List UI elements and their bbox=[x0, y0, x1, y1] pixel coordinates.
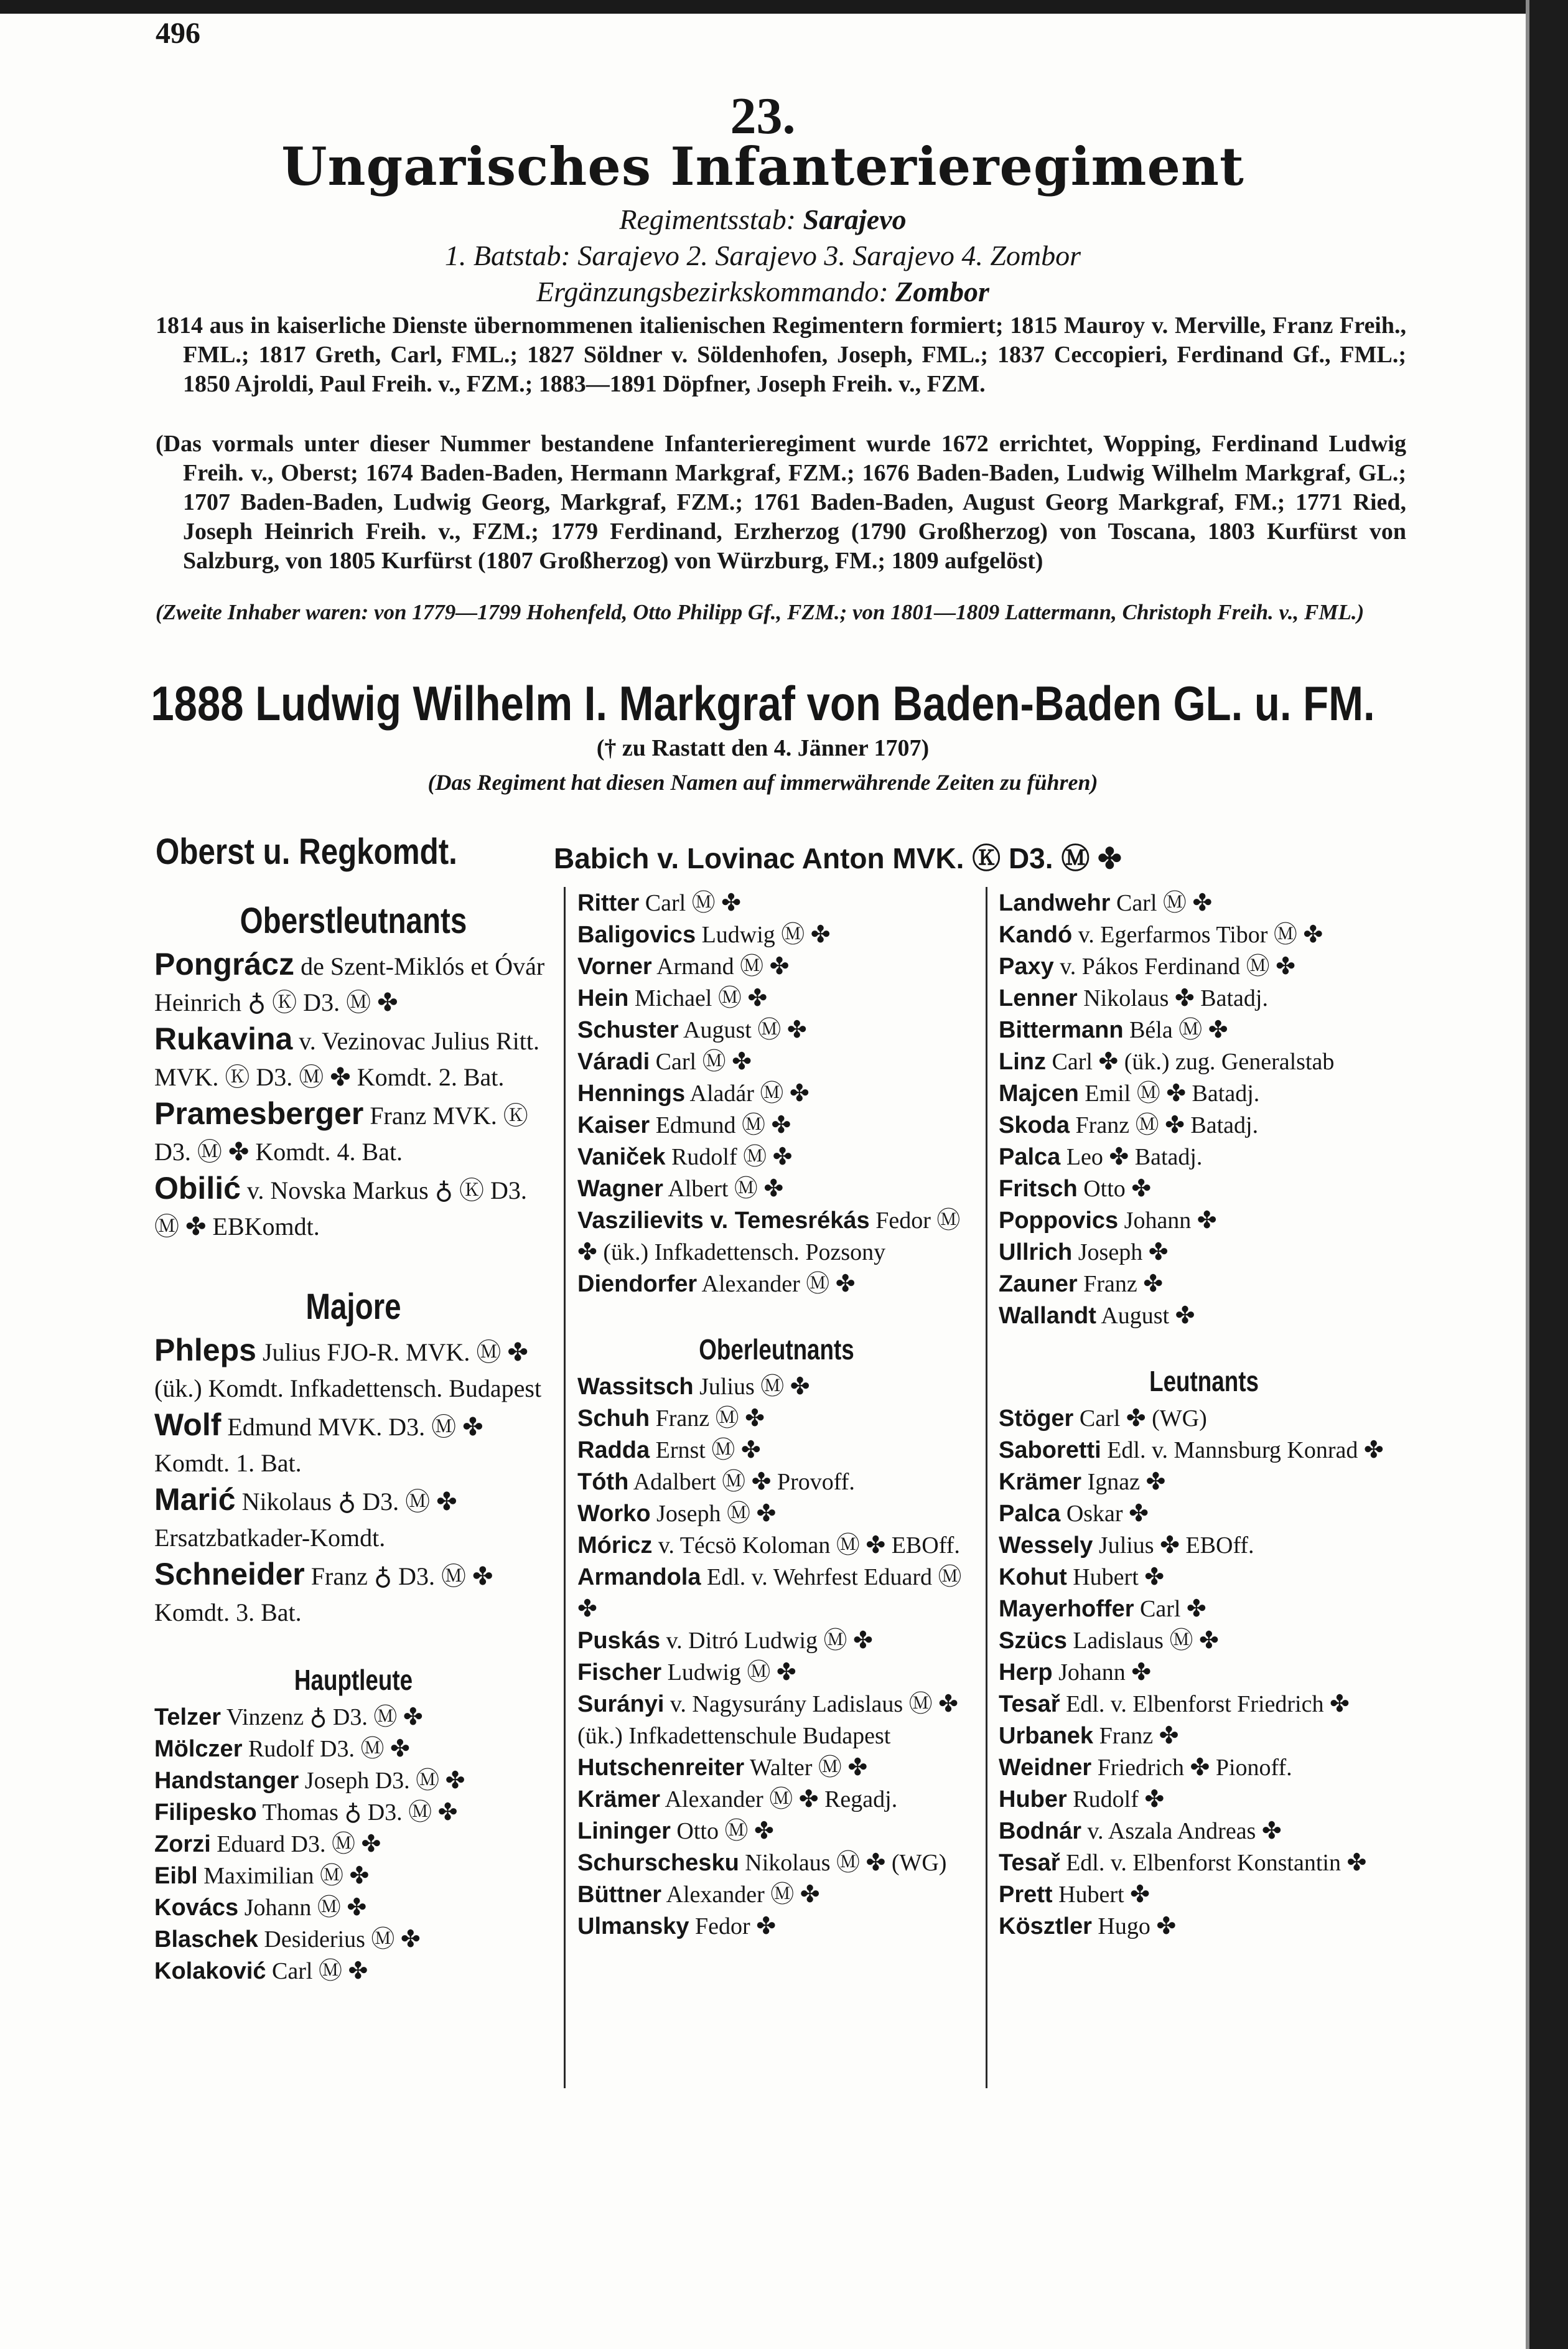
officer-details: v. Vezinovac Julius Ritt. MVK. Ⓚ D3. Ⓜ ✤ Komdt. 2. Bat. bbox=[154, 1027, 539, 1091]
officer-name: Telzer bbox=[154, 1704, 222, 1730]
officer-name: Bittermann bbox=[999, 1017, 1124, 1043]
officer-name: Mölczer bbox=[154, 1736, 243, 1762]
officer-entry bbox=[577, 1689, 976, 1752]
officer-name: Handstanger bbox=[154, 1768, 299, 1794]
officer-name: Zorzi bbox=[154, 1831, 211, 1857]
officer-name: Hutschenreiter bbox=[577, 1755, 745, 1781]
officer-name: Wolf bbox=[154, 1407, 222, 1442]
officer-details: Michael Ⓜ ✤ bbox=[628, 985, 768, 1011]
officer-details: Maximilian Ⓜ ✤ bbox=[197, 1863, 370, 1889]
officer-details: Edmund MVK. D3. Ⓜ ✤ Komdt. 1. Bat. bbox=[154, 1413, 483, 1477]
officer-name: Skoda bbox=[999, 1112, 1070, 1138]
officer-details: Otto ✤ bbox=[1077, 1176, 1152, 1202]
officer-entry bbox=[577, 1371, 976, 1403]
scan-border-right bbox=[1529, 0, 1568, 2349]
officer-name: Kaiser bbox=[577, 1112, 650, 1138]
officer-name: Puskás bbox=[577, 1628, 661, 1654]
officer-entry bbox=[999, 951, 1409, 983]
officer-name: Eibl bbox=[154, 1863, 198, 1889]
officer-name: Urbanek bbox=[999, 1723, 1094, 1749]
officer-entry bbox=[577, 1466, 976, 1498]
regimentsstab-line bbox=[0, 203, 1526, 236]
inhaber-heading: 1888 Ludwig Wilhelm I. Markgraf von Baden-Baden GL. u. FM. bbox=[151, 676, 1375, 731]
officer-name: Diendorfer bbox=[577, 1271, 698, 1297]
officer-entry bbox=[154, 1733, 553, 1765]
officer-details: Carl Ⓜ ✤ bbox=[650, 1049, 752, 1075]
inhaber-name-note: (Das Regiment hat diesen Namen auf immerwährende Zeiten zu führen) bbox=[427, 770, 1098, 795]
officer-entry bbox=[999, 1205, 1409, 1237]
officer-entry bbox=[577, 888, 976, 919]
officer-details: Vinzenz ♁ D3. Ⓜ ✤ bbox=[221, 1704, 423, 1730]
officer-details: Desiderius Ⓜ ✤ bbox=[258, 1926, 421, 1953]
stab-label: Regimentsstab: bbox=[619, 204, 796, 235]
officer-entry bbox=[577, 1435, 976, 1466]
column-rule-2 bbox=[986, 887, 987, 2088]
officer-name: Stöger bbox=[999, 1405, 1074, 1432]
officer-entry bbox=[999, 1657, 1409, 1689]
officer-entry bbox=[154, 1829, 553, 1860]
officer-name: Huber bbox=[999, 1786, 1067, 1812]
officer-name: Fischer bbox=[577, 1659, 662, 1686]
officer-details: v. Ditró Ludwig Ⓜ ✤ bbox=[660, 1628, 873, 1654]
officer-name: Lenner bbox=[999, 985, 1078, 1011]
officer-details: Franz Ⓜ ✤ Batadj. bbox=[1070, 1112, 1259, 1138]
officer-details: Ludwig Ⓜ ✤ bbox=[661, 1659, 796, 1686]
officer-details: Franz ♁ D3. Ⓜ ✤ Komdt. 3. Bat. bbox=[154, 1562, 493, 1626]
officer-details: Adalbert Ⓜ ✤ Provoff. bbox=[628, 1469, 855, 1495]
officer-details: v. Técsö Koloman Ⓜ ✤ EBOff. bbox=[652, 1532, 960, 1559]
officer-details: Nikolaus ✤ Batadj. bbox=[1077, 985, 1268, 1011]
officer-details: Friedrich ✤ Pionoff. bbox=[1091, 1755, 1292, 1781]
column-3 bbox=[999, 888, 1409, 1943]
officer-name: Bodnár bbox=[999, 1818, 1081, 1844]
officer-details: Edl. v. Wehrfest Eduard Ⓜ ✤ bbox=[577, 1564, 962, 1622]
officer-name: Linz bbox=[999, 1049, 1046, 1075]
oberst-entry bbox=[554, 836, 1122, 877]
history-paragraph-1: 1814 aus in kaiserliche Dienste übernommenen italienischen Regimentern formiert; 1815 Mauroy v. Merville, Franz Freih., FML.; 1817 Greth, Carl, FML.; 1827 Söldner v. Söldenhofen, Joseph, FML.; 1837 Ceccopieri, Ferdinand Gf., FML.; 1850 Ajroldi, Paul Freih. v., FZM.; 1883—1891 Döpfner, Joseph Freih. v., FZM. bbox=[156, 312, 1406, 397]
officer-entry bbox=[577, 983, 976, 1015]
officer-entry bbox=[154, 1407, 553, 1481]
officer-entry bbox=[999, 1078, 1409, 1110]
officer-entry bbox=[154, 1797, 553, 1829]
officer-entry bbox=[999, 1300, 1409, 1332]
officer-entry bbox=[577, 1911, 976, 1943]
officer-name: Schurschesku bbox=[577, 1850, 739, 1876]
officer-name: Pramesberger bbox=[154, 1096, 364, 1131]
officer-details: Rudolf D3. Ⓜ ✤ bbox=[242, 1736, 410, 1762]
officer-entry bbox=[154, 1765, 553, 1797]
officer-details: Carl ✤ (WG) bbox=[1073, 1405, 1207, 1432]
officer-name: Blaschek bbox=[154, 1926, 258, 1953]
officer-entry bbox=[999, 1237, 1409, 1268]
hauptleute-list-2 bbox=[577, 888, 976, 1300]
officer-entry bbox=[154, 1860, 553, 1892]
officer-name: Krämer bbox=[999, 1469, 1082, 1495]
officer-name: Wallandt bbox=[999, 1303, 1096, 1329]
officer-entry bbox=[154, 1332, 553, 1407]
officer-name: Ullrich bbox=[999, 1239, 1073, 1265]
history-paragraph-2: (Das vormals unter dieser Nummer bestandene Infanterieregiment wurde 1672 errichtet, Wopping, Ferdinand Ludwig Freih. v., Oberst; 1674 Baden-Baden, Hermann Markgraf, FZM.; 1676 Baden-Baden, Ludwig Wilhelm Markgraf, GL.; 1707 Baden-Baden, Ludwig Georg, Markgraf, FZM.; 1761 Baden-Baden, August Georg Markgraf, FM.; 1771 Ried, Joseph Heinrich Freih. v., FZM.; 1779 Ferdinand, Erzherzog (1790 Großherzog) von Toscana, 1803 Kurfürst von Salzburg, von 1805 Kurfürst (1807 Großherzog) von Würzburg, FM.; 1809 aufgelöst) bbox=[156, 431, 1406, 574]
officer-name: Hennings bbox=[577, 1081, 686, 1107]
officer-entry bbox=[999, 1689, 1409, 1720]
officer-details: Otto Ⓜ ✤ bbox=[670, 1818, 774, 1844]
officer-name: Herp bbox=[999, 1659, 1053, 1686]
officer-details: Carl Ⓜ ✤ bbox=[1110, 890, 1213, 916]
officer-details: Carl Ⓜ ✤ bbox=[266, 1958, 368, 1984]
officer-details: Joseph ✤ bbox=[1072, 1239, 1169, 1265]
officer-entry bbox=[999, 1403, 1409, 1435]
officer-details: Hugo ✤ bbox=[1091, 1913, 1177, 1939]
officer-name: Marić bbox=[154, 1482, 236, 1517]
officer-details: Fedor Ⓜ ✤ (ük.) Infkadettensch. Pozsony bbox=[577, 1207, 961, 1265]
officer-name: Kandó bbox=[999, 922, 1073, 948]
oberst-name: Babich bbox=[554, 842, 650, 874]
officer-name: Büttner bbox=[577, 1882, 662, 1908]
officer-details: Walter Ⓜ ✤ bbox=[744, 1755, 868, 1781]
hauptleute-list-1 bbox=[154, 1702, 553, 1987]
officer-name: Kohut bbox=[999, 1564, 1067, 1590]
officer-entry bbox=[999, 1110, 1409, 1142]
officer-entry bbox=[154, 1924, 553, 1956]
officer-name: Obilić bbox=[154, 1171, 241, 1206]
officer-name: Palca bbox=[999, 1501, 1061, 1527]
scan-border-top bbox=[0, 0, 1568, 14]
officer-entry bbox=[577, 1046, 976, 1078]
oberleutnants-list-2 bbox=[999, 888, 1409, 1332]
inhaber-death: († zu Rastatt den 4. Jänner 1707) bbox=[596, 735, 930, 761]
officer-details: August ✤ bbox=[1096, 1303, 1195, 1329]
officer-name: Váradi bbox=[577, 1049, 650, 1075]
officer-details: Emil Ⓜ ✤ Batadj. bbox=[1078, 1081, 1260, 1107]
officer-details: August Ⓜ ✤ bbox=[678, 1017, 807, 1043]
officer-entry bbox=[154, 1892, 553, 1924]
section-majore: Majore bbox=[306, 1287, 401, 1327]
officer-details: Alexander Ⓜ ✤ bbox=[661, 1882, 820, 1908]
officer-name: Pongrácz bbox=[154, 947, 295, 982]
officer-name: Móricz bbox=[577, 1532, 653, 1559]
column-rule-1 bbox=[564, 887, 566, 2088]
officer-entry bbox=[999, 919, 1409, 951]
officer-entry bbox=[577, 1625, 976, 1657]
section-oberstleutnants: Oberstleutnants bbox=[240, 901, 467, 941]
section-hauptleute: Hauptleute bbox=[294, 1664, 413, 1696]
officer-details: Aladár Ⓜ ✤ bbox=[685, 1081, 810, 1107]
officer-details: Joseph D3. Ⓜ ✤ bbox=[299, 1768, 465, 1794]
officer-details: Johann ✤ bbox=[1118, 1207, 1217, 1234]
officer-entry bbox=[577, 919, 976, 951]
batstab-line: 1. Batstab: Sarajevo 2. Sarajevo 3. Sarajevo 4. Zombor bbox=[444, 240, 1081, 271]
officer-name: Prett bbox=[999, 1882, 1053, 1908]
officer-entry bbox=[577, 1498, 976, 1530]
officer-name: Hein bbox=[577, 985, 629, 1011]
officer-details: Ignaz ✤ bbox=[1081, 1469, 1166, 1495]
officer-details: v. Nagysurány Ladislaus Ⓜ ✤ (ük.) Infkadettenschule Budapest bbox=[577, 1691, 959, 1749]
officer-details: Franz ✤ bbox=[1077, 1271, 1164, 1297]
officer-details: Edl. v. Elbenforst Friedrich ✤ bbox=[1060, 1691, 1350, 1717]
officer-details: Fedor ✤ bbox=[689, 1913, 777, 1939]
page-number: 496 bbox=[156, 17, 200, 50]
officer-name: Weidner bbox=[999, 1755, 1092, 1781]
officer-entry bbox=[999, 1593, 1409, 1625]
officer-entry bbox=[577, 1657, 976, 1689]
officer-name: Vorner bbox=[577, 954, 652, 980]
officer-name: Radda bbox=[577, 1437, 650, 1463]
officer-details: Franz ✤ bbox=[1093, 1723, 1179, 1749]
officer-entry bbox=[999, 1015, 1409, 1046]
majore-list bbox=[154, 1332, 553, 1631]
officer-details: Nikolaus Ⓜ ✤ (WG) bbox=[739, 1850, 947, 1876]
officer-entry bbox=[577, 1816, 976, 1847]
officer-entry bbox=[999, 1625, 1409, 1657]
officer-details: Oskar ✤ bbox=[1060, 1501, 1149, 1527]
officer-details: Nikolaus ♁ D3. Ⓜ ✤ Ersatzbatkader-Komdt. bbox=[154, 1488, 457, 1552]
officer-name: Surányi bbox=[577, 1691, 665, 1717]
officer-entry bbox=[577, 1205, 976, 1268]
officer-details: Albert Ⓜ ✤ bbox=[663, 1176, 784, 1202]
officer-entry bbox=[577, 1847, 976, 1879]
officer-entry bbox=[154, 1021, 553, 1095]
officer-name: Fritsch bbox=[999, 1176, 1078, 1202]
officer-details: Armand Ⓜ ✤ bbox=[651, 954, 790, 980]
officer-name: Palca bbox=[999, 1144, 1061, 1170]
officer-entry bbox=[154, 1956, 553, 1987]
officer-entry bbox=[999, 983, 1409, 1015]
officer-details: Rudolf ✤ bbox=[1066, 1786, 1165, 1812]
erg-value: Zombor bbox=[895, 276, 989, 307]
officer-entry bbox=[999, 1498, 1409, 1530]
officer-details: Eduard D3. Ⓜ ✤ bbox=[210, 1831, 381, 1857]
officer-name: Schneider bbox=[154, 1557, 305, 1592]
officer-details: Hubert ✤ bbox=[1066, 1564, 1165, 1590]
officer-entry bbox=[154, 946, 553, 1021]
officer-entry bbox=[577, 1015, 976, 1046]
officer-details: Julius ✤ EBOff. bbox=[1093, 1532, 1254, 1559]
officer-entry bbox=[577, 1530, 976, 1562]
officer-name: Wagner bbox=[577, 1176, 663, 1202]
officer-name: Ulmansky bbox=[577, 1913, 689, 1939]
officer-entry bbox=[577, 1879, 976, 1911]
officer-details: Edl. v. Mannsburg Konrad ✤ bbox=[1101, 1437, 1384, 1463]
officer-name: Vaszilievits v. Temesrékás bbox=[577, 1207, 870, 1234]
officer-entry bbox=[999, 1435, 1409, 1466]
officer-details: de Szent-Miklós et Óvár Heinrich ♁ Ⓚ D3. Ⓜ ✤ bbox=[154, 952, 545, 1016]
officer-details: Johann Ⓜ ✤ bbox=[238, 1895, 367, 1921]
officer-entry bbox=[577, 1752, 976, 1784]
officer-name: Landwehr bbox=[999, 890, 1111, 916]
officer-details: Edl. v. Elbenforst Konstantin ✤ bbox=[1060, 1850, 1367, 1876]
officer-name: Zauner bbox=[999, 1271, 1078, 1297]
officer-entry bbox=[999, 1562, 1409, 1593]
officer-name: Tesař bbox=[999, 1850, 1060, 1876]
officer-details: Ernst Ⓜ ✤ bbox=[650, 1437, 761, 1463]
officer-name: Phleps bbox=[154, 1333, 256, 1367]
officer-entry bbox=[999, 888, 1409, 919]
oberleutnants-list-1 bbox=[577, 1371, 976, 1943]
officer-entry bbox=[999, 1847, 1409, 1879]
officer-details: Franz MVK. Ⓚ D3. Ⓜ ✤ Komdt. 4. Bat. bbox=[154, 1102, 528, 1166]
officer-details: Ladislaus Ⓜ ✤ bbox=[1066, 1628, 1219, 1654]
officer-details: Johann ✤ bbox=[1052, 1659, 1152, 1686]
officer-entry bbox=[999, 1530, 1409, 1562]
officer-name: Kovács bbox=[154, 1895, 239, 1921]
officer-name: Kolaković bbox=[154, 1958, 266, 1984]
officer-entry bbox=[577, 1268, 976, 1300]
officer-entry bbox=[999, 1466, 1409, 1498]
officer-details: Thomas ♁ D3. Ⓜ ✤ bbox=[256, 1799, 458, 1826]
officer-details: Edmund Ⓜ ✤ bbox=[650, 1112, 791, 1138]
oberst-rest: v. Lovinac Anton MVK. Ⓚ D3. Ⓜ ✤ bbox=[657, 842, 1122, 874]
officer-entry bbox=[999, 1816, 1409, 1847]
officer-name: Wassitsch bbox=[577, 1374, 694, 1400]
officer-entry bbox=[577, 1173, 976, 1205]
officer-entry bbox=[999, 1720, 1409, 1752]
officer-details: v. Egerfarmos Tibor Ⓜ ✤ bbox=[1072, 922, 1323, 948]
officer-name: Schuster bbox=[577, 1017, 679, 1043]
section-oberleutnants: Oberleutnants bbox=[699, 1333, 854, 1366]
officer-entry bbox=[154, 1095, 553, 1170]
officer-entry bbox=[999, 1911, 1409, 1943]
officer-name: Worko bbox=[577, 1501, 651, 1527]
officer-entry bbox=[999, 1752, 1409, 1784]
regiment-title: Ungarisches Infanterieregiment bbox=[281, 136, 1244, 197]
officer-name: Krämer bbox=[577, 1786, 661, 1812]
officer-name: Poppovics bbox=[999, 1207, 1119, 1234]
officer-details: Joseph Ⓜ ✤ bbox=[650, 1501, 777, 1527]
officer-entry bbox=[999, 1046, 1409, 1078]
officer-name: Saboretti bbox=[999, 1437, 1101, 1463]
officer-name: Schuh bbox=[577, 1405, 650, 1432]
officer-details: Leo ✤ Batadj. bbox=[1060, 1144, 1203, 1170]
officer-name: Mayerhoffer bbox=[999, 1596, 1134, 1622]
officer-entry bbox=[577, 1562, 976, 1625]
oberst-title: Oberst u. Regkomdt. bbox=[156, 832, 457, 872]
leutnants-list bbox=[999, 1403, 1409, 1943]
column-1 bbox=[154, 896, 553, 1987]
ergaenzung-line bbox=[0, 275, 1526, 308]
officer-details: Carl ✤ bbox=[1134, 1596, 1206, 1622]
officer-details: v. Aszala Andreas ✤ bbox=[1081, 1818, 1282, 1844]
erg-label: Ergänzungsbezirkskommando: bbox=[536, 276, 889, 307]
officer-entry bbox=[154, 1170, 553, 1245]
officer-entry bbox=[999, 1784, 1409, 1816]
officer-name: Kösztler bbox=[999, 1913, 1092, 1939]
regiment-number: 23. bbox=[730, 87, 796, 145]
officer-entry bbox=[577, 1403, 976, 1435]
officer-name: Wessely bbox=[999, 1532, 1093, 1559]
oberst-row bbox=[156, 831, 1406, 874]
officer-name: Paxy bbox=[999, 954, 1054, 980]
officer-details: Carl ✤ (ük.) zug. Generalstab bbox=[1045, 1049, 1335, 1075]
officer-name: Baligovics bbox=[577, 922, 696, 948]
officer-entry bbox=[577, 1142, 976, 1173]
officer-entry bbox=[577, 951, 976, 983]
column-2 bbox=[577, 888, 976, 1943]
officer-name: Rukavina bbox=[154, 1021, 293, 1056]
history-paragraph-3: (Zweite Inhaber waren: von 1779—1799 Hohenfeld, Otto Philipp Gf., FZM.; von 1801—1809 Lattermann, Christoph Freih. v., FML.) bbox=[156, 600, 1365, 624]
officer-details: Julius Ⓜ ✤ bbox=[693, 1374, 810, 1400]
officer-name: Tesař bbox=[999, 1691, 1060, 1717]
officer-details: Carl Ⓜ ✤ bbox=[639, 890, 741, 916]
officer-entry bbox=[999, 1879, 1409, 1911]
officer-details: Franz Ⓜ ✤ bbox=[650, 1405, 765, 1432]
officer-details: Ludwig Ⓜ ✤ bbox=[696, 922, 831, 948]
officer-details: Alexander Ⓜ ✤ Regadj. bbox=[660, 1786, 898, 1812]
officer-name: Tóth bbox=[577, 1469, 629, 1495]
officer-entry bbox=[999, 1173, 1409, 1205]
officer-details: Béla Ⓜ ✤ bbox=[1123, 1017, 1228, 1043]
officer-name: Lininger bbox=[577, 1818, 671, 1844]
officer-name: Armandola bbox=[577, 1564, 701, 1590]
officer-name: Ritter bbox=[577, 890, 640, 916]
officer-details: Alexander Ⓜ ✤ bbox=[697, 1271, 856, 1297]
section-leutnants: Leutnants bbox=[1149, 1365, 1259, 1397]
officer-entry bbox=[154, 1556, 553, 1631]
officer-details: Julius FJO-R. MVK. Ⓜ ✤ (ük.) Komdt. Infkadettensch. Budapest bbox=[154, 1338, 542, 1402]
officer-entry bbox=[154, 1702, 553, 1733]
officer-details: Hubert ✤ bbox=[1052, 1882, 1150, 1908]
officer-details: v. Novska Markus ♁ Ⓚ D3. Ⓜ ✤ EBKomdt. bbox=[154, 1176, 527, 1240]
officer-details: Rudolf Ⓜ ✤ bbox=[665, 1144, 793, 1170]
stab-value: Sarajevo bbox=[803, 204, 907, 235]
officer-name: Majcen bbox=[999, 1081, 1079, 1107]
oberstleutnants-list bbox=[154, 946, 553, 1245]
officer-entry bbox=[577, 1110, 976, 1142]
officer-name: Filipesko bbox=[154, 1799, 257, 1826]
officer-name: Szücs bbox=[999, 1628, 1067, 1654]
officer-entry bbox=[154, 1481, 553, 1556]
officer-name: Vaniček bbox=[577, 1144, 666, 1170]
officer-entry bbox=[999, 1268, 1409, 1300]
officer-entry bbox=[577, 1078, 976, 1110]
officer-details: v. Pákos Ferdinand Ⓜ ✤ bbox=[1053, 954, 1295, 980]
officer-entry bbox=[999, 1142, 1409, 1173]
officer-entry bbox=[577, 1784, 976, 1816]
